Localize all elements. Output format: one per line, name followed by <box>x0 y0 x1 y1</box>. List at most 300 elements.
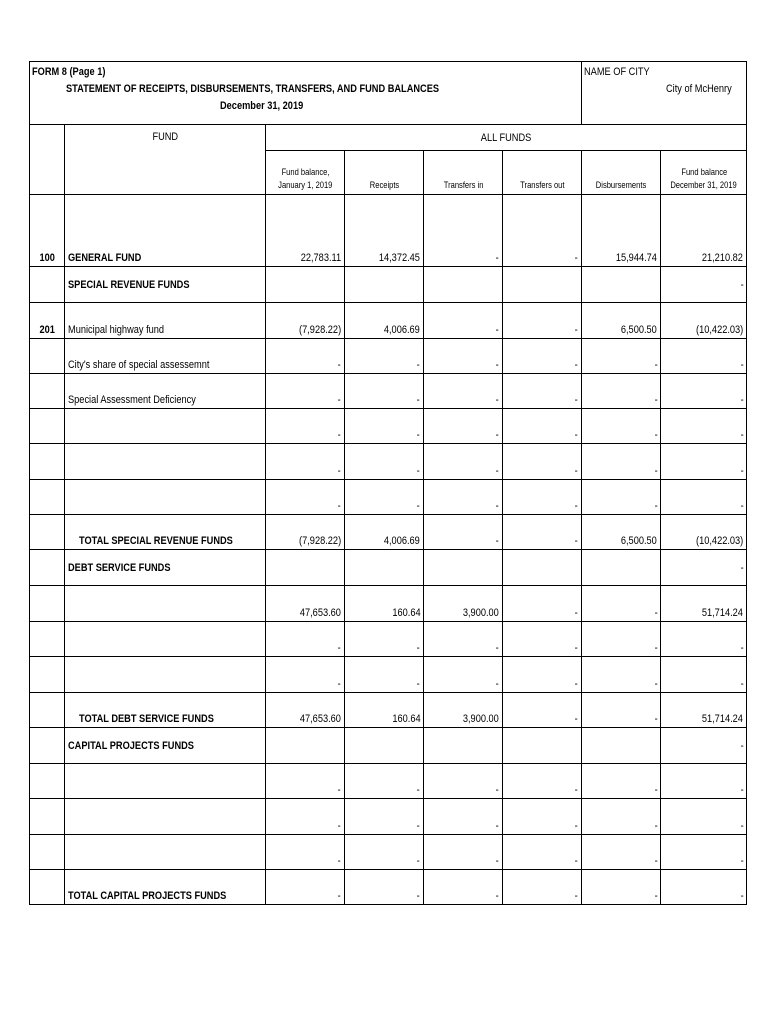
value-text: (7,928.22) <box>299 324 342 336</box>
value-cell <box>266 586 345 622</box>
value-text: - <box>575 820 579 832</box>
value-cell <box>266 374 345 409</box>
value-text: - <box>740 394 744 406</box>
value-text: - <box>417 394 421 406</box>
value-text: - <box>654 784 658 796</box>
value-text: - <box>417 784 421 796</box>
value-text: 51,714.24 <box>702 713 744 725</box>
value-cell <box>266 339 345 374</box>
value-text: - <box>338 890 342 902</box>
value-cell <box>582 339 661 374</box>
table-row <box>30 374 747 409</box>
table-row <box>30 444 747 480</box>
value-text: - <box>496 359 500 371</box>
table-row <box>30 622 747 657</box>
value-cell <box>503 728 582 764</box>
city-name-block <box>582 62 747 125</box>
value-cell <box>661 550 747 586</box>
value-text: - <box>575 324 579 336</box>
value-text: - <box>575 890 579 902</box>
value-text: - <box>575 429 579 441</box>
fund-code-cell <box>30 267 65 303</box>
value-text: - <box>740 678 744 690</box>
value-cell <box>582 657 661 693</box>
value-cell <box>266 657 345 693</box>
col-header-transfers-out-label: Transfers out <box>520 180 565 190</box>
fund-label: TOTAL SPECIAL REVENUE FUNDS <box>79 535 233 547</box>
value-text: - <box>496 394 500 406</box>
value-text: 3,900.00 <box>463 607 500 619</box>
value-text: - <box>575 607 579 619</box>
value-text: - <box>496 324 500 336</box>
value-text: - <box>338 394 342 406</box>
value-cell <box>582 303 661 339</box>
value-cell <box>345 835 424 870</box>
value-cell <box>503 267 582 303</box>
value-text: 51,714.24 <box>702 607 744 619</box>
value-cell <box>582 267 661 303</box>
value-cell <box>661 409 747 444</box>
table-row <box>30 657 747 693</box>
value-text: - <box>575 678 579 690</box>
value-cell <box>661 622 747 657</box>
value-text: - <box>575 642 579 654</box>
value-text: 3,900.00 <box>463 713 500 725</box>
value-cell <box>582 480 661 515</box>
fund-label-cell <box>65 515 266 550</box>
fund-code-cell <box>30 409 65 444</box>
value-cell <box>266 267 345 303</box>
value-cell <box>345 409 424 444</box>
value-cell <box>424 835 503 870</box>
value-text: - <box>654 820 658 832</box>
table-row <box>30 409 747 444</box>
table-row <box>30 728 747 764</box>
value-cell <box>503 515 582 550</box>
value-cell <box>345 339 424 374</box>
value-text: - <box>654 890 658 902</box>
value-text: - <box>654 713 658 725</box>
value-cell <box>266 693 345 728</box>
value-cell <box>661 657 747 693</box>
table-row <box>30 303 747 339</box>
fund-balance-table <box>29 61 747 905</box>
value-text: - <box>417 855 421 867</box>
value-text: 4,006.69 <box>384 535 421 547</box>
value-cell <box>266 870 345 905</box>
value-text: - <box>496 855 500 867</box>
value-cell <box>345 480 424 515</box>
table-row <box>30 195 747 267</box>
value-cell <box>345 267 424 303</box>
fund-code-cell <box>30 480 65 515</box>
value-text: - <box>338 429 342 441</box>
value-cell <box>424 586 503 622</box>
value-cell <box>503 764 582 799</box>
fund-label: GENERAL FUND <box>68 252 142 264</box>
value-text: - <box>496 678 500 690</box>
value-cell <box>661 799 747 835</box>
value-text: - <box>654 678 658 690</box>
value-cell <box>345 195 424 267</box>
value-text: - <box>338 820 342 832</box>
value-text: - <box>496 784 500 796</box>
table-row <box>30 693 747 728</box>
table-row <box>30 480 747 515</box>
value-cell <box>661 374 747 409</box>
table-row <box>30 339 747 374</box>
value-cell <box>582 409 661 444</box>
value-cell <box>582 870 661 905</box>
value-text: 6,500.50 <box>621 535 658 547</box>
value-text: - <box>654 359 658 371</box>
value-cell <box>503 550 582 586</box>
value-cell <box>424 195 503 267</box>
fund-code-cell <box>30 693 65 728</box>
value-text: - <box>417 359 421 371</box>
value-cell <box>582 586 661 622</box>
value-cell <box>424 799 503 835</box>
name-of-city-label: NAME OF CITY <box>584 66 650 78</box>
value-text: - <box>740 278 744 291</box>
value-text: - <box>417 642 421 654</box>
value-cell <box>266 622 345 657</box>
table-row <box>30 835 747 870</box>
fund-rows <box>30 195 747 905</box>
value-text: 15,944.74 <box>616 252 658 264</box>
value-text: - <box>575 394 579 406</box>
value-text: 160.64 <box>391 607 421 619</box>
fund-label-cell <box>65 870 266 905</box>
table-row <box>30 764 747 799</box>
fund-label-cell <box>65 657 266 693</box>
value-cell <box>661 480 747 515</box>
value-cell <box>582 728 661 764</box>
fund-code-cell <box>30 728 65 764</box>
code-header-cell <box>30 125 65 195</box>
value-cell <box>503 409 582 444</box>
value-cell <box>503 374 582 409</box>
fund-label-cell <box>65 799 266 835</box>
fund-code-cell <box>30 622 65 657</box>
value-cell <box>424 728 503 764</box>
value-cell <box>503 799 582 835</box>
fund-code-cell <box>30 444 65 480</box>
value-text: 6,500.50 <box>621 324 658 336</box>
fund-code-cell <box>30 764 65 799</box>
col-header-fund-balance-dec-line2: December 31, 2019 <box>670 180 738 190</box>
value-cell <box>503 444 582 480</box>
col-header-receipts-label: Receipts <box>369 180 399 190</box>
value-text: - <box>654 855 658 867</box>
value-cell <box>345 515 424 550</box>
value-text: - <box>338 465 342 477</box>
value-cell <box>424 693 503 728</box>
value-text: 14,372.45 <box>379 252 421 264</box>
value-text: - <box>740 561 744 574</box>
fund-code-cell <box>30 303 65 339</box>
value-cell <box>266 303 345 339</box>
col-header-fund-balance-jan-line2: January 1, 2019 <box>278 180 333 190</box>
fund-label: TOTAL CAPITAL PROJECTS FUNDS <box>68 890 227 902</box>
fund-label: Special Assessment Deficiency <box>68 394 196 406</box>
value-cell <box>661 339 747 374</box>
fund-label: Municipal highway fund <box>68 324 165 336</box>
all-funds-label: ALL FUNDS <box>481 131 532 144</box>
value-cell <box>345 764 424 799</box>
fund-label-cell <box>65 693 266 728</box>
value-text: - <box>496 535 500 547</box>
statement-title: STATEMENT OF RECEIPTS, DISBURSEMENTS, TRANSFERS, AND FUND BALANCES <box>66 83 440 95</box>
value-cell <box>503 339 582 374</box>
value-text: - <box>338 500 342 512</box>
fund-label-cell <box>65 586 266 622</box>
value-text: - <box>496 890 500 902</box>
table-row <box>30 515 747 550</box>
value-cell <box>661 586 747 622</box>
col-header-fund-balance-jan <box>266 151 345 195</box>
value-cell <box>424 550 503 586</box>
value-cell <box>424 444 503 480</box>
value-text: - <box>740 784 744 796</box>
col-header-receipts <box>345 151 424 195</box>
value-cell <box>266 444 345 480</box>
value-text: - <box>740 642 744 654</box>
value-text: - <box>496 465 500 477</box>
value-cell <box>424 303 503 339</box>
value-cell <box>661 267 747 303</box>
value-text: - <box>740 429 744 441</box>
value-text: - <box>417 465 421 477</box>
fund-code-cell <box>30 657 65 693</box>
value-text: - <box>338 642 342 654</box>
fund-code-cell <box>30 799 65 835</box>
value-cell <box>266 195 345 267</box>
value-cell <box>582 195 661 267</box>
value-cell <box>266 550 345 586</box>
fund-label: TOTAL DEBT SERVICE FUNDS <box>79 713 214 725</box>
value-cell <box>266 799 345 835</box>
fund-label-cell <box>65 444 266 480</box>
value-text: - <box>496 500 500 512</box>
value-cell <box>582 515 661 550</box>
value-cell <box>582 550 661 586</box>
value-cell <box>266 835 345 870</box>
value-text: - <box>496 252 500 264</box>
value-text: - <box>654 465 658 477</box>
value-text: - <box>575 855 579 867</box>
fund-label: City's share of special assessemnt <box>68 359 210 371</box>
value-text: - <box>740 739 744 752</box>
col-header-disbursements-label: Disbursements <box>595 180 647 190</box>
value-cell <box>582 622 661 657</box>
value-cell <box>661 728 747 764</box>
value-cell <box>345 870 424 905</box>
value-cell <box>503 657 582 693</box>
fund-label-cell <box>65 480 266 515</box>
fund-label-cell <box>65 267 266 303</box>
value-cell <box>503 480 582 515</box>
fund-code-cell <box>30 835 65 870</box>
value-cell <box>266 728 345 764</box>
fund-header-label: FUND <box>152 131 178 143</box>
value-text: - <box>575 359 579 371</box>
value-cell <box>345 693 424 728</box>
value-cell <box>661 835 747 870</box>
col-header-fund-balance-dec <box>661 151 747 195</box>
value-cell <box>266 515 345 550</box>
value-text: - <box>417 429 421 441</box>
value-text: - <box>740 890 744 902</box>
fund-label-cell <box>65 550 266 586</box>
value-cell <box>424 764 503 799</box>
fund-label-cell <box>65 835 266 870</box>
value-cell <box>345 374 424 409</box>
col-header-disbursements <box>582 151 661 195</box>
value-text: - <box>575 252 579 264</box>
fund-code-cell <box>30 374 65 409</box>
fund-code-cell <box>30 586 65 622</box>
value-text: - <box>338 359 342 371</box>
value-cell <box>424 374 503 409</box>
value-text: - <box>575 784 579 796</box>
value-cell <box>424 515 503 550</box>
value-cell <box>503 835 582 870</box>
value-text: - <box>575 713 579 725</box>
fund-label-cell <box>65 374 266 409</box>
value-text: - <box>417 820 421 832</box>
value-cell <box>661 444 747 480</box>
value-text: - <box>575 465 579 477</box>
fund-header <box>65 125 266 195</box>
value-cell <box>503 693 582 728</box>
value-text: - <box>496 642 500 654</box>
fund-label-cell <box>65 409 266 444</box>
value-text: - <box>740 359 744 371</box>
value-text: - <box>417 678 421 690</box>
value-text: - <box>338 784 342 796</box>
all-funds-header <box>266 125 747 151</box>
value-text: (10,422.03) <box>696 535 744 547</box>
value-cell <box>424 480 503 515</box>
col-header-transfers-out <box>503 151 582 195</box>
value-cell <box>582 693 661 728</box>
value-cell <box>661 693 747 728</box>
table-row <box>30 799 747 835</box>
value-cell <box>661 195 747 267</box>
table-row <box>30 870 747 905</box>
fund-code: 100 <box>39 252 55 264</box>
value-text: - <box>338 678 342 690</box>
col-header-fund-balance-jan-line1: Fund balance, <box>281 167 330 177</box>
value-cell <box>582 835 661 870</box>
value-text: - <box>654 642 658 654</box>
fund-code-cell <box>30 515 65 550</box>
value-cell <box>266 480 345 515</box>
value-text: - <box>740 855 744 867</box>
value-cell <box>424 267 503 303</box>
value-cell <box>503 195 582 267</box>
fund-code-cell <box>30 550 65 586</box>
statement-date: December 31, 2019 <box>220 100 304 112</box>
value-text: (10,422.03) <box>696 324 744 336</box>
value-text: - <box>654 607 658 619</box>
value-text: - <box>575 535 579 547</box>
value-text: - <box>740 820 744 832</box>
value-text: - <box>417 500 421 512</box>
value-cell <box>661 515 747 550</box>
form-8-sheet <box>29 61 747 905</box>
value-cell <box>345 586 424 622</box>
fund-label-cell <box>65 195 266 267</box>
value-cell <box>582 444 661 480</box>
fund-code-cell <box>30 339 65 374</box>
value-cell <box>503 303 582 339</box>
value-text: - <box>654 394 658 406</box>
city-name: City of McHenry <box>666 83 732 95</box>
value-text: 21,210.82 <box>702 252 744 264</box>
fund-label: SPECIAL REVENUE FUNDS <box>68 278 190 291</box>
col-header-fund-balance-dec-line1: Fund balance <box>680 167 727 177</box>
value-cell <box>661 870 747 905</box>
value-cell <box>424 339 503 374</box>
fund-label: DEBT SERVICE FUNDS <box>68 561 171 574</box>
value-text: - <box>575 500 579 512</box>
form-title-block <box>30 62 582 125</box>
table-row <box>30 586 747 622</box>
col-header-transfers-in-label: Transfers in <box>443 180 483 190</box>
value-text: - <box>496 820 500 832</box>
value-cell <box>345 728 424 764</box>
fund-code-cell <box>30 195 65 267</box>
value-text: 47,653.60 <box>300 713 342 725</box>
value-text: 4,006.69 <box>384 324 421 336</box>
fund-code: 201 <box>39 324 55 336</box>
value-cell <box>661 764 747 799</box>
value-cell <box>266 764 345 799</box>
fund-label: CAPITAL PROJECTS FUNDS <box>68 739 194 752</box>
value-cell <box>424 870 503 905</box>
value-text: - <box>417 890 421 902</box>
table-row <box>30 267 747 303</box>
value-cell <box>424 409 503 444</box>
value-cell <box>661 303 747 339</box>
value-text: - <box>654 429 658 441</box>
value-cell <box>345 444 424 480</box>
table-row <box>30 550 747 586</box>
value-text: - <box>740 465 744 477</box>
col-header-transfers-in <box>424 151 503 195</box>
fund-label-cell <box>65 339 266 374</box>
value-cell <box>266 409 345 444</box>
value-text: - <box>740 500 744 512</box>
value-cell <box>503 622 582 657</box>
value-cell <box>582 374 661 409</box>
value-cell <box>345 622 424 657</box>
value-text: - <box>654 500 658 512</box>
value-text: (7,928.22) <box>299 535 342 547</box>
value-text: - <box>496 429 500 441</box>
value-cell <box>582 764 661 799</box>
value-text: 160.64 <box>391 713 421 725</box>
fund-label-cell <box>65 303 266 339</box>
value-cell <box>345 657 424 693</box>
value-cell <box>345 303 424 339</box>
value-text: - <box>338 855 342 867</box>
fund-code-cell <box>30 870 65 905</box>
form-id: FORM 8 (Page 1) <box>32 66 106 78</box>
value-text: 47,653.60 <box>300 607 342 619</box>
